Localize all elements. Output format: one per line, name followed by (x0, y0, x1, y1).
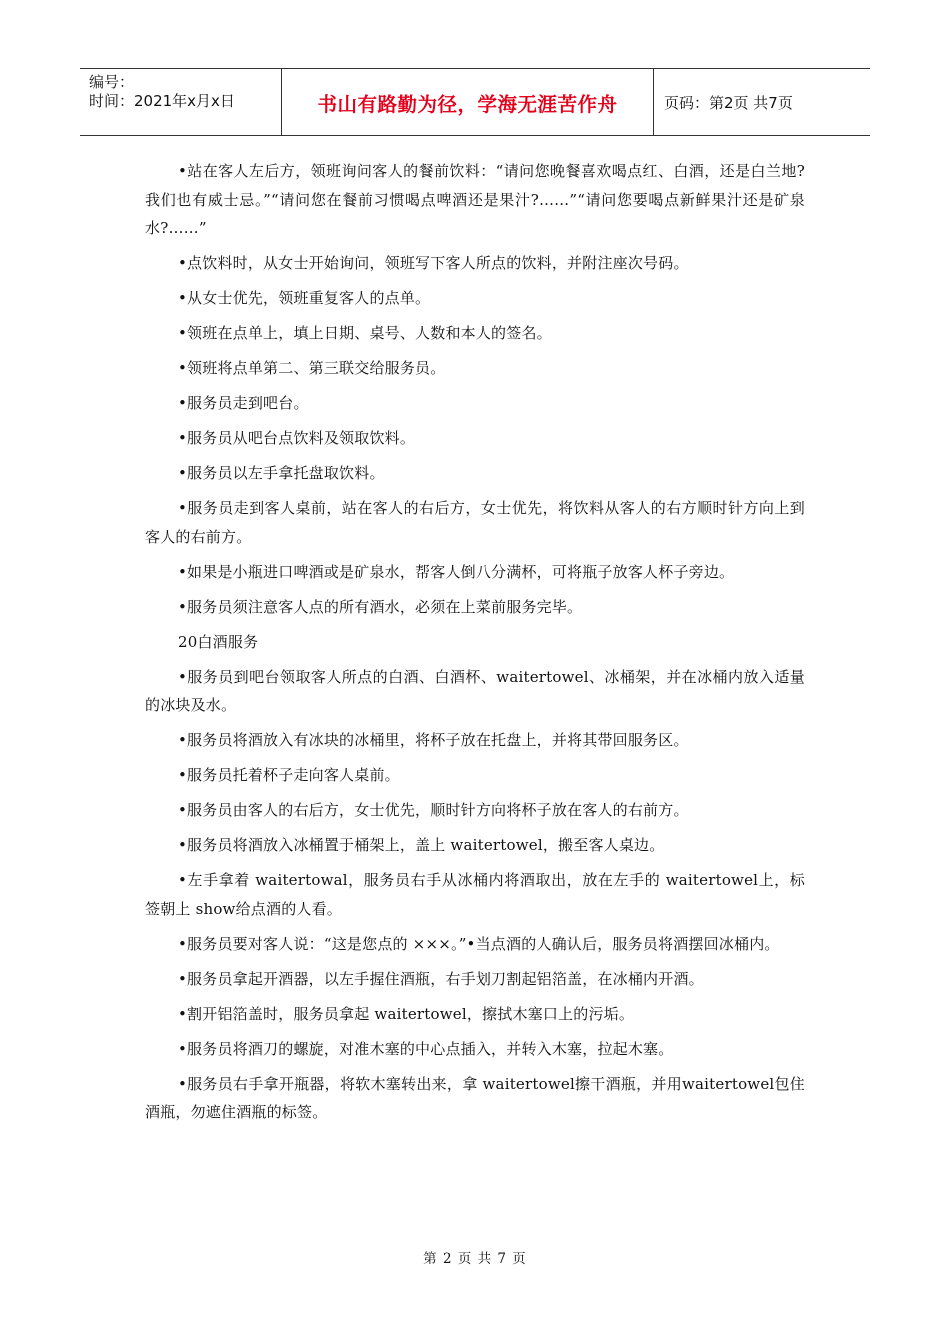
paragraph: •服务员以左手拿托盘取饮料。 (178, 464, 385, 482)
paragraph: •服务员走到吧台。 (178, 394, 309, 412)
paragraph: •服务员由客人的右后方，女士优先，顺时针方向将杯子放在客人的右前方。 (178, 801, 689, 819)
page-footer: 第 2 页 共 7 页 (423, 1251, 527, 1267)
header-motto-cell (282, 69, 654, 135)
paragraph: •服务员要对客人说：“这是您点的 ×××。”•当点酒的人确认后，服务员将酒摆回冰桶内。 (178, 934, 780, 953)
paragraph: •左手拿着 waitertowal，服务员右手从冰桶内将酒取出，放在左手的 waitertowel上，标签朝上 show给点酒的人看。 (145, 871, 805, 918)
paragraph: •从女士优先，领班重复客人的点单。 (178, 289, 431, 307)
paragraph: •服务员将酒放入有冰块的冰桶里，将杯子放在托盘上，并将其带回服务区。 (178, 731, 689, 749)
page-header (80, 68, 870, 136)
paragraph: •服务员将酒刀的螺旋，对准木塞的中心点插入，并转入木塞，拉起木塞。 (178, 1039, 674, 1058)
paragraph: •割开铝箔盖时，服务员拿起 waitertowel，擦拭木塞口上的污垢。 (178, 1004, 635, 1023)
paragraph: •服务员到吧台领取客人所点的白酒、白酒杯、waitertowel、冰桶架，并在冰桶内放入适量的冰块及水。 (145, 667, 805, 714)
paragraph: •服务员右手拿开瓶器，将软木塞转出来，拿 waitertowel擦干酒瓶，并用waitertowel包住酒瓶，勿遮住酒瓶的标签。 (145, 1074, 805, 1121)
paragraph: •服务员将酒放入冰桶置于桶架上，盖上 waitertowel，搬至客人桌边。 (178, 836, 665, 854)
paragraph: •服务员走到客人桌前，站在客人的右后方，女士优先，将饮料从客人的右方顺时针方向上到客人的右前方。 (145, 499, 805, 546)
header-motto: 书山有路勤为径，学海无涯苦作舟 (317, 93, 618, 116)
paragraph: •如果是小瓶进口啤酒或是矿泉水，帮客人倒八分满杯，可将瓶子放客人杯子旁边。 (178, 562, 735, 581)
document-number-label: 编号： (89, 73, 135, 91)
document-date: 时间：2021年x月x日 (89, 92, 235, 110)
paragraph: •领班在点单上，填上日期、桌号、人数和本人的签名。 (178, 324, 552, 342)
document-body (145, 157, 805, 1133)
header-meta (80, 69, 282, 135)
section-heading: 20白酒服务 (178, 632, 259, 651)
header-page-info: 页码：第2页 共7页 (664, 93, 793, 112)
paragraph: •服务员拿起开酒器，以左手握住酒瓶，右手划刀割起铝箔盖，在冰桶内开酒。 (178, 969, 704, 988)
paragraph: •站在客人左后方，领班询问客人的餐前饮料：“请问您晚餐喜欢喝点红、白酒，还是白兰地?我们也有威士忌。”“请问您在餐前习惯喝点啤酒还是果汁?……”“请问您要喝点新鲜果汁还是矿泉水?……” (145, 162, 805, 237)
paragraph: •服务员须注意客人点的所有酒水，必须在上菜前服务完毕。 (178, 597, 583, 616)
paragraph: •点饮料时，从女士开始询问，领班写下客人所点的饮料，并附注座次号码。 (178, 254, 689, 272)
paragraph: •服务员从吧台点饮料及领取饮料。 (178, 429, 416, 447)
paragraph: •服务员托着杯子走向客人桌前。 (178, 766, 400, 784)
paragraph: •领班将点单第二、第三联交给服务员。 (178, 359, 446, 377)
header-page-info-cell (654, 69, 870, 135)
